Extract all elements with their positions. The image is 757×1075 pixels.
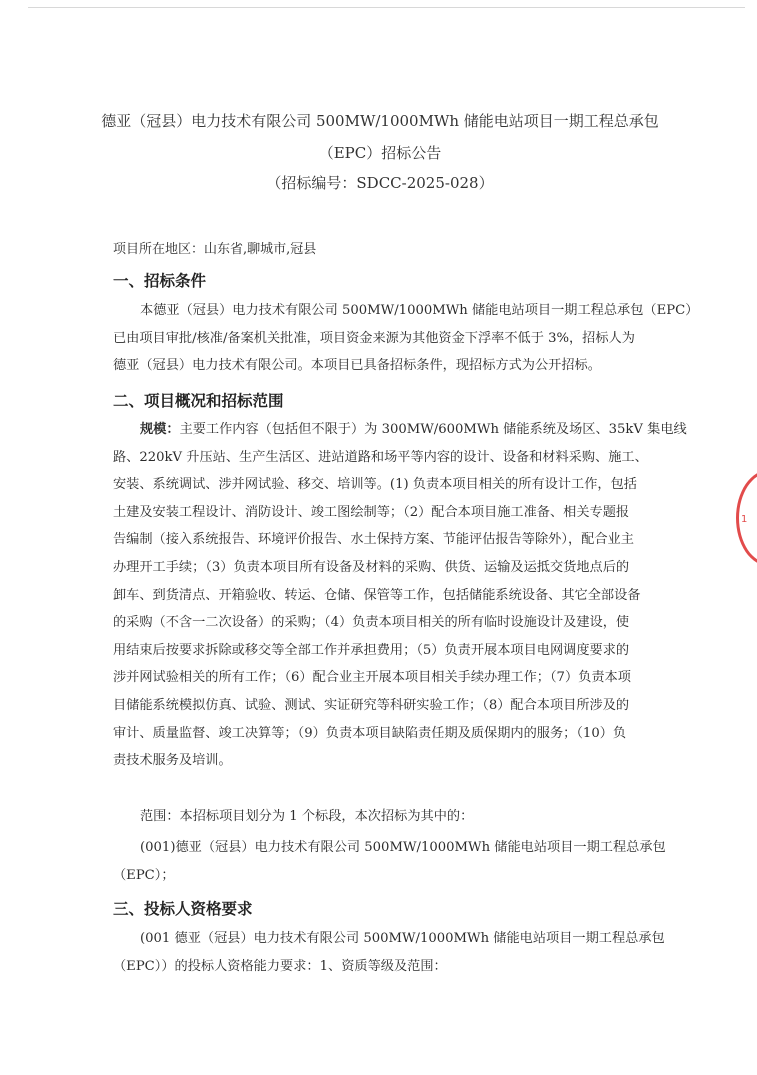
text-line: 土建及安装工程设计、消防设计、竣工图绘制等；（2）配合本项目施工准备、相关专题报 [113,504,630,520]
section-heading-3: 三、投标人资格要求 [113,900,253,918]
text-line-content: 主要工作内容（包括但不限于）为 300MW/600MWh 储能系统及场区、35kV 集电线 [179,422,687,437]
text-line: 涉并网试验相关的所有工作；（6）配合业主开展本项目相关手续办理工作；（7）负责本项 [113,670,631,686]
tender-number: （招标编号：SDCC-2025-028） [266,174,494,192]
title-line-2: （EPC）招标公告 [318,144,442,162]
section-heading-2: 二、项目概况和招标范围 [113,392,284,410]
section-heading-1: 一、招标条件 [113,272,207,290]
text-line: （EPC）； [113,867,175,883]
text-line: 的采购（不含一二次设备）的采购；（4）负责本项目相关的所有临时设施设计及建设，使 [113,615,630,631]
text-line: 卸车、到货清点、开箱验收、转运、仓储、保管等工作，包括储能系统设备、其它全部设备 [113,587,641,603]
scale-label: 规模： [140,422,180,437]
text-line: 用结束后按要求拆除或移交等全部工作并承担费用；（5）负责开展本项目电网调度要求的 [113,642,630,658]
text-line: 目储能系统模拟仿真、试验、测试、实证研究等科研实验工作；（8）配合本项目所涉及的 [113,697,630,713]
text-line: 德亚（冠县）电力技术有限公司。本项目已具备招标条件，现招标方式为公开招标。 [113,358,601,374]
lot-paragraph [113,834,666,889]
text-line: 告编制（接入系统报告、环境评价报告、水土保持方案、节能评估报告等除外），配合业主 [113,532,634,548]
text-line: 已由项目审批/核准/备案机关批准，项目资金来源为其他资金下浮率不低于 3%，招标人为 [113,330,635,346]
seal-fragment-text: 1 [741,514,748,525]
text-line: 本德亚（冠县）电力技术有限公司 500MW/1000MWh 储能电站项目一期工程总承包（EPC） [140,303,699,318]
text-line: (001)德亚（冠县）电力技术有限公司 500MW/1000MWh 储能电站项目一期工程总承包 [140,840,666,855]
section-3-body [113,925,665,980]
text-line: 办理开工手续；（3）负责本项目所有设备及材料的采购、供货、运输及运抵交货地点后的 [113,559,630,575]
text-line: 范围：本招标项目划分为 1 个标段，本次招标为其中的： [140,809,474,824]
page-top-border [28,7,745,8]
text-line: 审计、质量监督、竣工决算等；（9）负责本项目缺陷责任期及质保期内的服务；（10）负 [113,725,627,741]
text-line: 责技术服务及培训。 [113,753,232,769]
text-line: （EPC））的投标人资格能力要求：1、资质等级及范围： [113,958,447,974]
text-line: (001 德亚（冠县）电力技术有限公司 500MW/1000MWh 储能电站项目一期工程总承包 [140,931,665,946]
section-2-body [113,416,687,775]
text-line: 安装、系统调试、涉并网试验、移交、培训等。(1) 负责本项目相关的所有设计工作，包括 [113,477,637,493]
text-line [113,416,687,444]
scope-paragraph [113,803,648,831]
title-line-1: 德亚（冠县）电力技术有限公司 500MW/1000MWh 储能电站项目一期工程总承包 [101,112,659,130]
text-line: 路、220kV 升压站、生产生活区、进站道路和场平等内容的设计、设备和材料采购、施工、 [113,449,648,465]
project-location: 项目所在地区：山东省,聊城市,冠县 [113,242,317,257]
section-1-body [113,297,699,380]
